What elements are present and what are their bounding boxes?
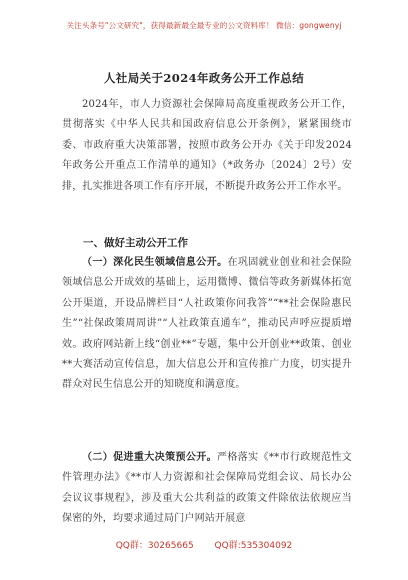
- intro-text: 2024年，市人力资源社会保障局高度重视政务公开工作，贯彻落实《中华人民共和国政府信息公开条例》，紧紧围绕市委、市政府重大决策部署，按照市政务公开办《关于印发2024年政务公开重点工作清单的通知》（*政务办〔2024〕2号）安排，扎实推进各项工作有序开展，不断提升政务公开工作水平。: [62, 99, 352, 192]
- document-title: 人社局关于2024年政务公开工作总结: [103, 71, 305, 85]
- header-banner: 关注头条号"公文研究"，获得最新最全最专业的公文资料库！ 微信：gongwenyj: [66, 21, 342, 30]
- intro-paragraph: [62, 95, 352, 197]
- footer-contact: [0, 538, 408, 551]
- paragraph-1: [62, 253, 352, 396]
- section-heading: 一、做好主动公开工作: [83, 237, 188, 249]
- footer-qq-group-1: QQ群：30265665: [115, 541, 194, 551]
- paragraph-1-lead: （一）深化民生领域信息公开。: [82, 257, 228, 268]
- paragraph-2: [62, 448, 352, 530]
- paragraph-1-body: 在巩固就业创业和社会保险领域信息公开成效的基础上，运用微博、微信等政务新媒体拓宽公开渠道，开设品牌栏目“人社政策你问我答”“**社会保险惠民生”“社保政策周周讲”“人社政策直通车”，推动民声呼应提质增效。政府网站新上线“创业**”专题，集中公开创业**政策、创业**大赛活动宣传信息，加大信息公开和宣传推广力度，切实提升群众对民生信息公开的知晓度和满意度。: [62, 257, 352, 391]
- paragraph-2-lead: （二）促进重大决策预公开。: [82, 452, 217, 463]
- paragraph-2-body: 严格落实《**市行政规范性文件管理办法》《**市人力资源和社会保障局党组会议、局长办公会议议事规程》，涉及重大公共利益的政策文件除依法依规应当保密的外，均要求通过局门户网站开展意: [62, 452, 352, 525]
- footer-qq-group-2: QQ群:535304092: [214, 541, 293, 551]
